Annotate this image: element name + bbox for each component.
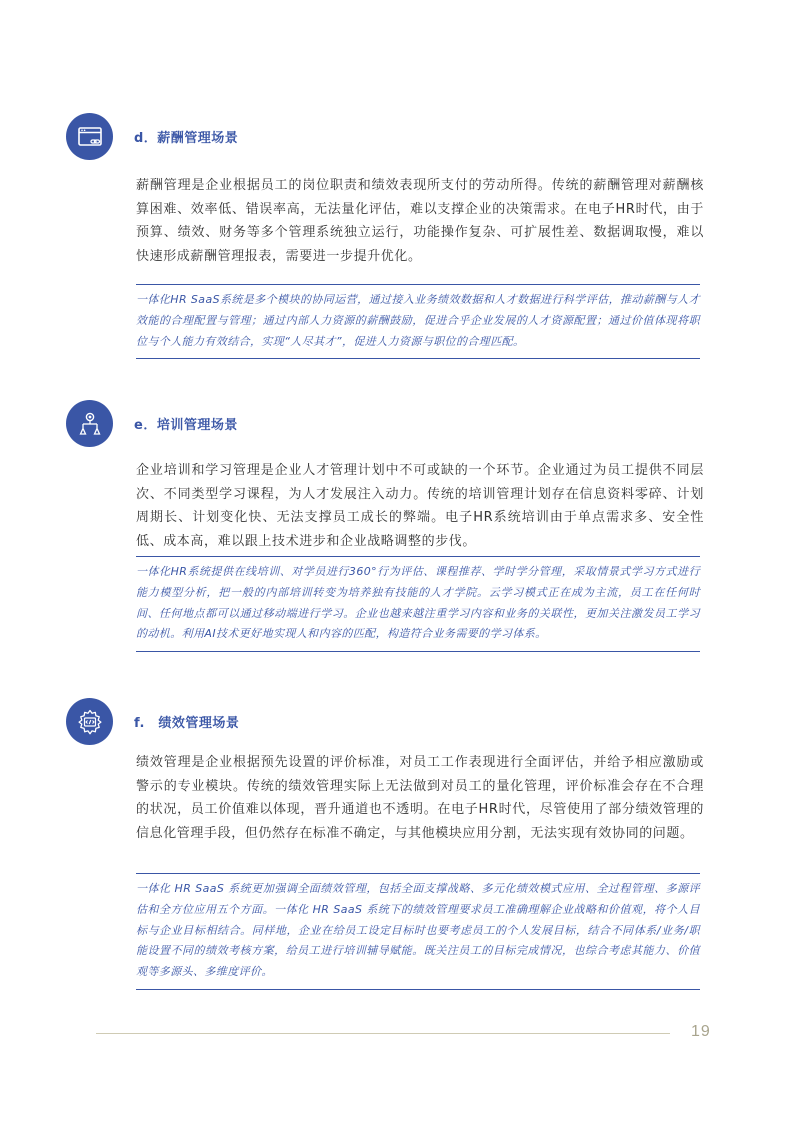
window-link-icon: [66, 113, 113, 160]
section-paragraph: 薪酬管理是企业根据员工的岗位职责和绩效表现所支付的劳动所得。传统的薪酬管理对薪酬核算困难、效率低、错误率高，无法量化评估，难以支撑企业的决策需求。在电子HR时代，由于预算、绩效、财务等多个管理系统独立运行，功能操作复杂、可扩展性差、数据调取慢，难以快速形成薪酬管理报表，需要进一步提升优化。: [136, 178, 704, 264]
section-callout: [136, 284, 700, 359]
footer-divider: [96, 1033, 670, 1034]
section-f-header: [66, 698, 239, 745]
callout-text: 一体化HR系统提供在线培训、对学员进行360°行为评估、课程推荐、学时学分管理，采取情景式学习方式进行能力模型分析，把一般的内部培训转变为培养独有技能的人才学院。云学习模式正在成为主流，员工在任何时间、任何地点都可以通过移动端进行学习。企业也越来越注重学习内容和业务的关联性，更加关注激发员工学习的动机。利用AI技术更好地实现人和内容的匹配，构造符合业务需要的学习体系。: [136, 565, 700, 641]
section-paragraph: 绩效管理是企业根据预先设置的评价标准，对员工工作表现进行全面评估，并给予相应激励或警示的专业模块。传统的绩效管理实际上无法做到对员工的量化管理，评价标准会存在不合理的状况，员工价值难以体现，晋升通道也不透明。在电子HR时代，尽管使用了部分绩效管理的信息化管理手段，但仍然存在标准不确定，与其他模块应用分割，无法实现有效协同的问题。: [136, 755, 704, 841]
section-callout: [136, 556, 700, 652]
page-number: 19: [691, 1023, 711, 1040]
section-d-header: [66, 113, 238, 160]
callout-text: 一体化HR SaaS系统是多个模块的协同运营，通过接入业务绩效数据和人才数据进行科学评估，推动薪酬与人才效能的合理配置与管理；通过内部人力资源的薪酬鼓励，促进合乎企业发展的人才资源配置；通过价值体现将职位与个人能力有效结合，实现“人尽其才”，促进人力资源与职位的合理匹配。: [136, 293, 700, 348]
section-heading: f. 绩效管理场景: [134, 716, 240, 731]
code-gear-icon: [66, 698, 113, 745]
training-network-icon: [66, 400, 113, 447]
section-e-header: [66, 400, 238, 447]
section-callout: [136, 873, 700, 990]
callout-text: 一体化 HR SaaS 系统更加强调全面绩效管理，包括全面支撑战略、多元化绩效模式应用、全过程管理、多源评估和全方位应用五个方面。一体化 HR SaaS 系统下的绩效管理要求员工准确理解企业战略和价值观，将个人目标与企业目标相结合。同样地，企业在给员工设定目标时也要考虑员工的个人发展目标，结合不同体系/业务/职能设置不同的绩效考核方案，给员工进行培训辅导赋能。既关注员工的目标完成情况，也综合考虑其能力、价值观等多源头、多维度评价。: [136, 882, 700, 979]
section-heading: d．薪酬管理场景: [134, 131, 239, 146]
section-heading: e．培训管理场景: [134, 418, 238, 433]
section-paragraph: 企业培训和学习管理是企业人才管理计划中不可或缺的一个环节。企业通过为员工提供不同层次、不同类型学习课程，为人才发展注入动力。传统的培训管理计划存在信息资料零碎、计划周期长、计划变化快、无法支撑员工成长的弊端。电子HR系统培训由于单点需求多、安全性低、成本高，难以跟上技术进步和企业战略调整的步伐。: [136, 463, 704, 549]
